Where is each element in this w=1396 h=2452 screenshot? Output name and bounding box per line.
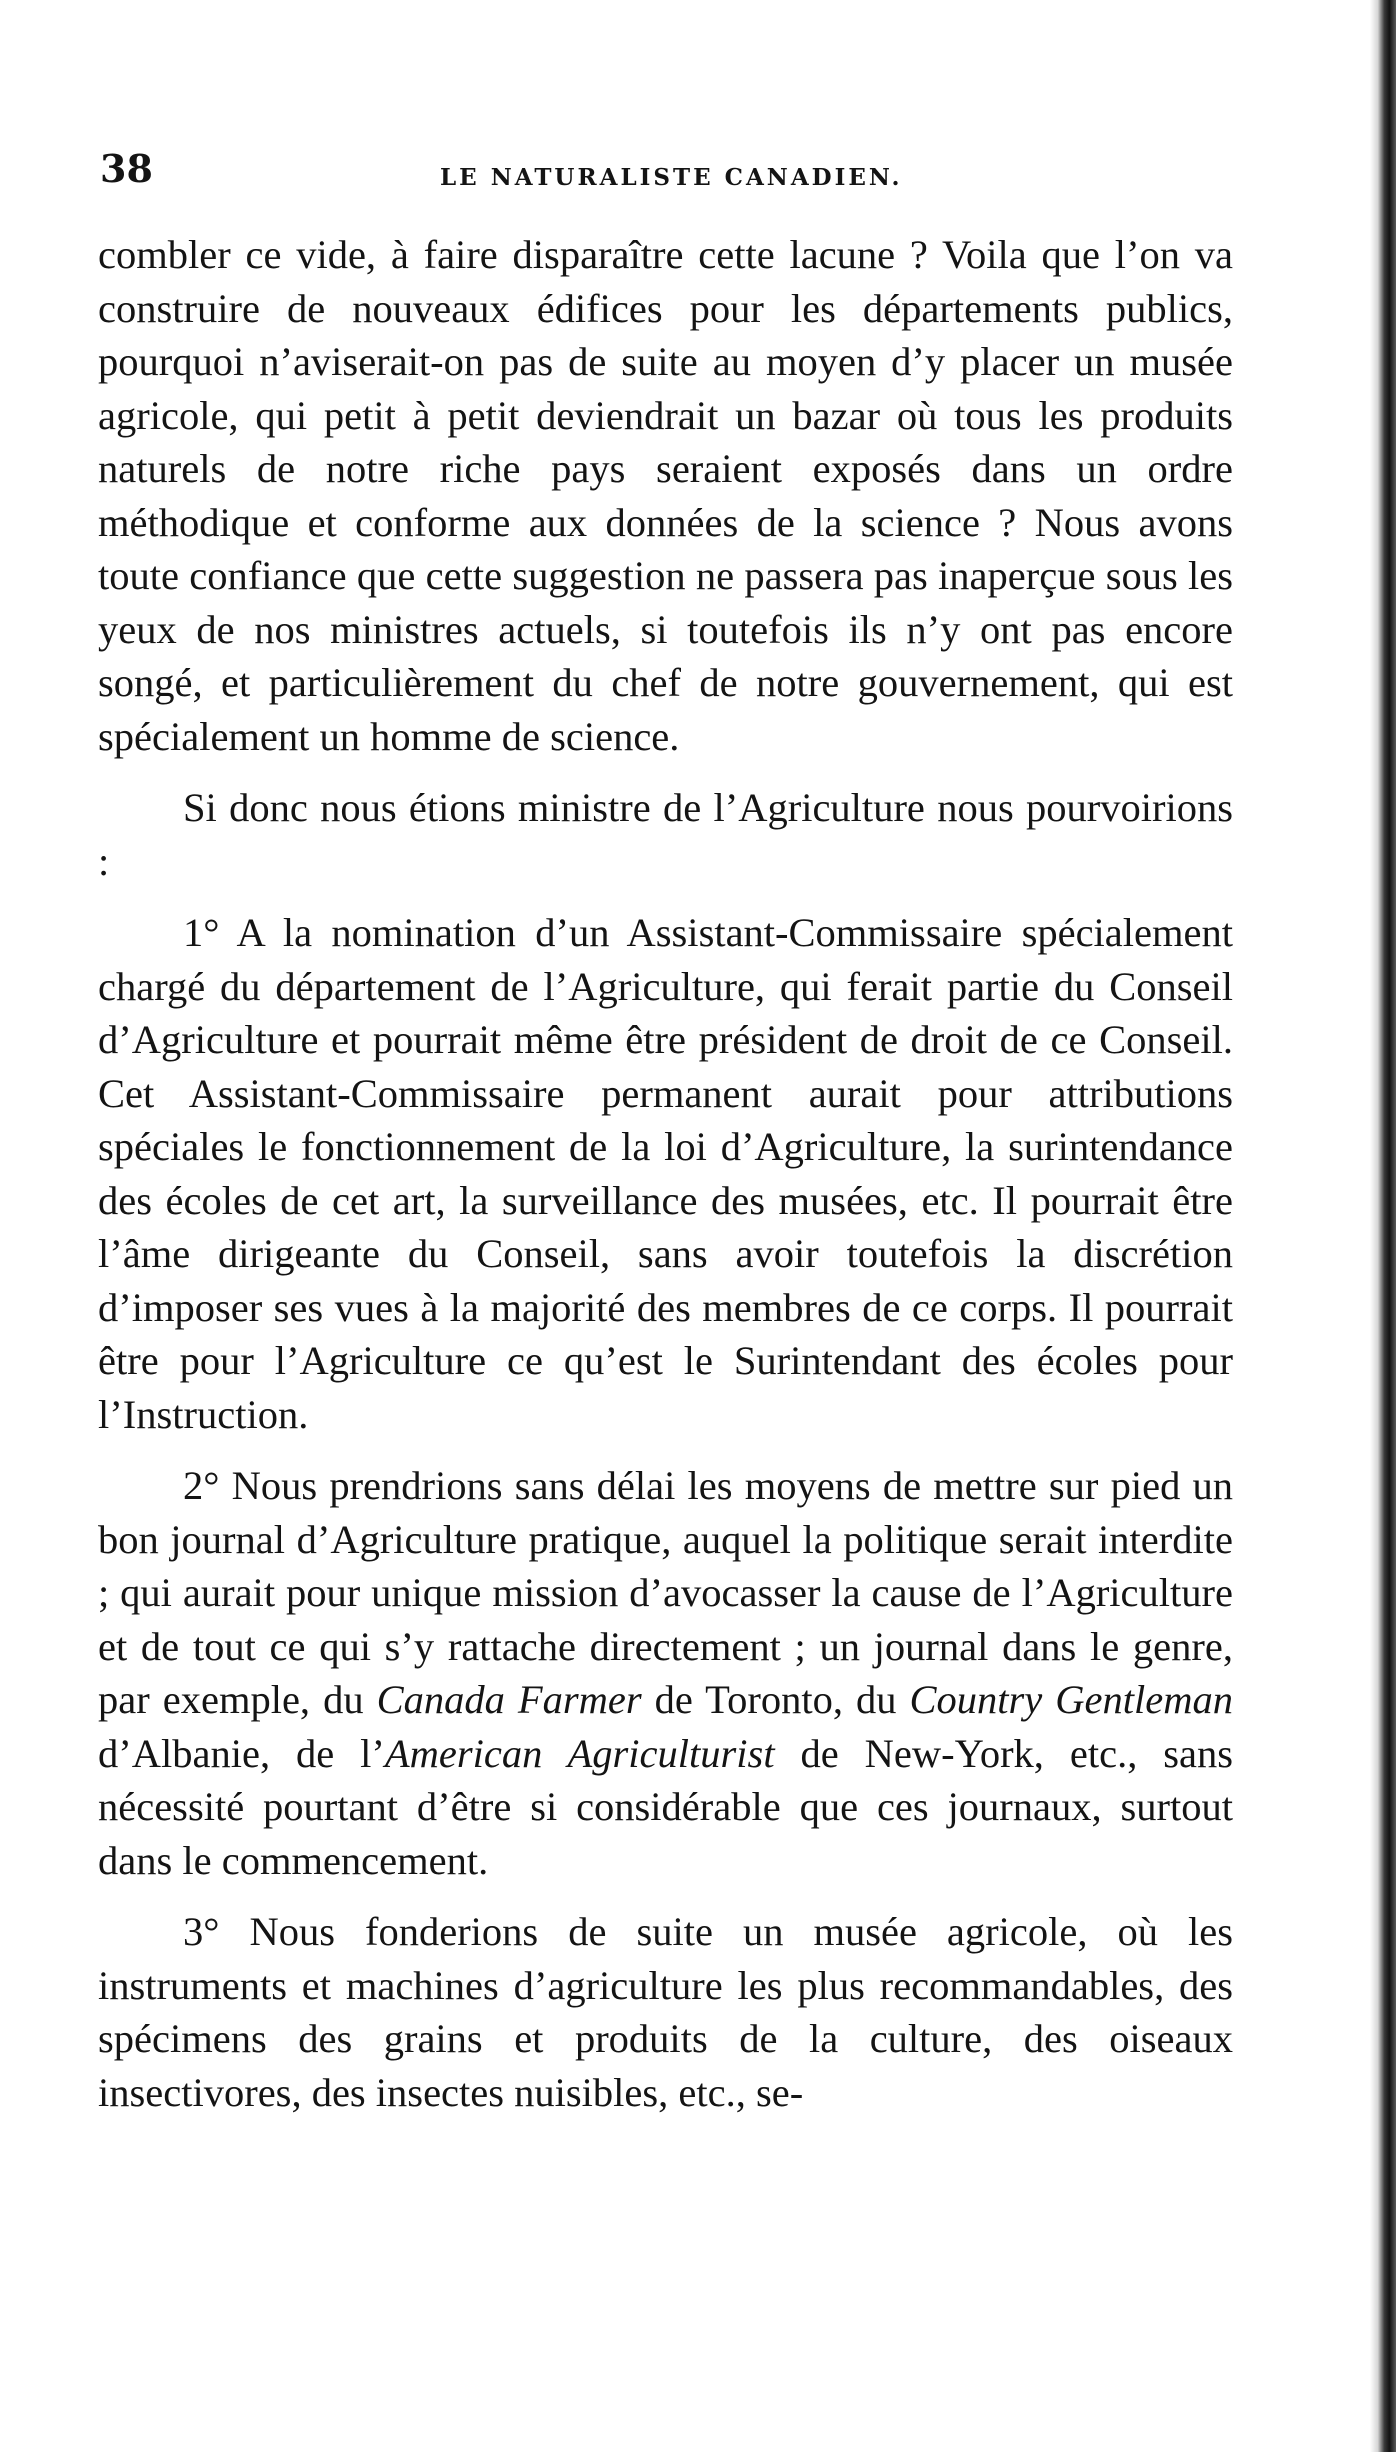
- paragraph-4: [98, 1459, 1233, 1887]
- body-text: [98, 228, 1233, 2119]
- paragraph-4-text-d: de New-York, etc., sans nécessité pourtant d’être si considérable que ces journaux, surtout dans le commencement.: [98, 1730, 1234, 1883]
- paragraph-4-text-c: d’Albanie, de l’: [98, 1730, 385, 1776]
- paragraph-4-text-a: 2° Nous prendrions sans délai les moyens de mettre sur pied un bon journal d’Agriculture pratique, auquel la politique serait interdite ; qui aurait pour unique mission d’avocasser la cause de l’Agriculture et de tout ce qui s’y rattache directement ; un journal dans le genre, par exemple, du: [98, 1463, 1233, 1722]
- paragraph-1: combler ce vide, à faire disparaître cette lacune ? Voila que l’on va construire de nouveaux édifices pour les départements publics, pourquoi n’aviserait-on pas de suite au moyen d’y placer un musée agricole, qui petit à petit deviendrait un bazar où tous les produits naturels de notre riche pays seraient exposés dans un ordre méthodique et conforme aux données de la science ? Nous avons toute confiance que cette suggestion ne passera pas inaperçue sous les yeux de nos ministres actuels, si toutefois ils n’y ont pas encore songé, et particulièrement du chef de notre gouvernement, qui est spécialement un homme de science.: [98, 232, 1233, 759]
- paragraph-2: Si donc nous étions ministre de l’Agriculture nous pourvoirions :: [98, 785, 1233, 884]
- journal-title-country-gentleman: Country Gentleman: [909, 1677, 1233, 1722]
- journal-title-american-agriculturist: American Agriculturist: [384, 1730, 775, 1776]
- paragraph-4-text-b: de Toronto, du: [641, 1677, 910, 1722]
- paragraph-3: 1° A la nomination d’un Assistant-Commissaire spécialement chargé du département de l’Agriculture, qui ferait partie du Conseil d’Agriculture et pourrait même être président de droit de ce Conseil. Cet Assistant-Commissaire permanent aurait pour attributions spéciales le fonctionnement de la loi d’Agriculture, la surintendance des écoles de cet art, la surveillance des musées, etc. Il pourrait être l’âme dirigeante du Conseil, sans avoir toutefois la discrétion d’imposer ses vues à la majorité des membres de ce corps. Il pourrait être pour l’Agriculture ce qu’est le Surintendant des écoles pour l’Instruction.: [98, 910, 1233, 1437]
- running-head: LE NATURALISTE CANADIEN.: [440, 164, 903, 191]
- paragraph-5: 3° Nous fonderions de suite un musée agricole, où les instruments et machines d’agriculture les plus recommandables, des spécimens des grains et produits de la culture, des oiseaux insectivores, des insectes nuisibles, etc., se-: [98, 1909, 1233, 2115]
- page-number: 38: [100, 146, 153, 191]
- journal-title-canada-farmer: Canada Farmer: [376, 1677, 642, 1722]
- page-binding-edge: [1370, 0, 1396, 2452]
- page-header: [100, 146, 1250, 196]
